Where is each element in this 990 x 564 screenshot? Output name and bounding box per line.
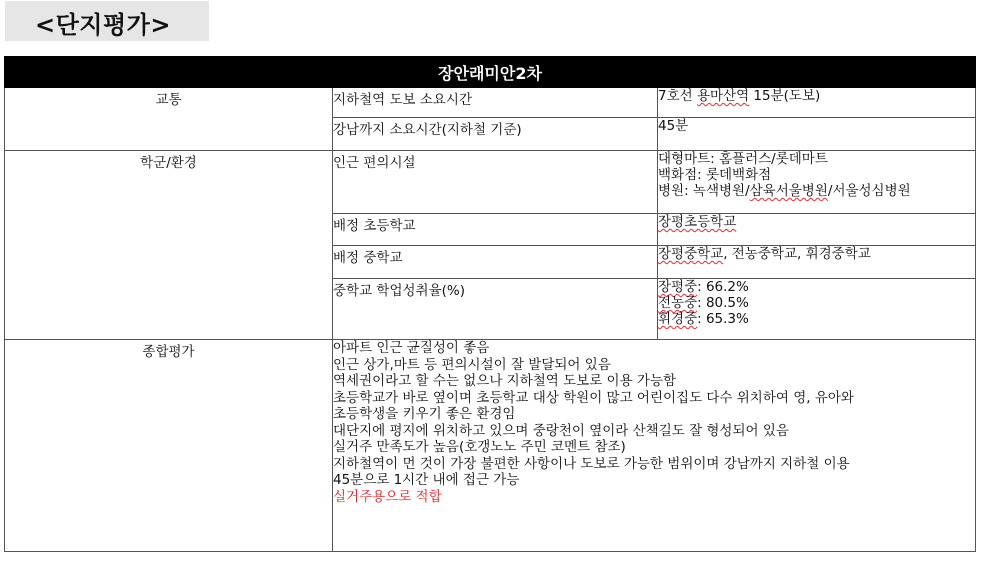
value-elementary [658,214,976,246]
evaluation-table [4,56,976,552]
summary-line: 지하철역이 먼 것이 가장 불편한 사항이나 도보로 가능한 범위이며 강남까지 지하철 이용 [333,455,850,472]
value-text: 병원: 녹색병원/ [658,183,750,199]
value-facilities [658,151,976,214]
criterion-gangnam-time: 강남까지 소요시간(지하철 기준) [333,118,658,151]
school-name: 장평초등학교 [658,214,737,230]
rate-value: : 80.5% [697,295,749,311]
summary-line: 실거주 만족도가 높음(호갱노노 주민 코멘트 참조) [333,439,626,455]
school-name: 휘경중 [658,311,698,327]
category-transport: 교통 [5,88,333,151]
value-subway-walk [658,88,976,118]
hospital-name: 삼육서울병원 [749,183,828,199]
table-row [5,340,976,552]
value-gangnam-time: 45분 [658,118,976,151]
category-education: 학군/환경 [5,151,333,340]
title-row [5,57,976,88]
summary-line: 인근 상가,마트 등 편의시설이 잘 발달되어 있음 [333,356,611,373]
school-name: 장평중학교 [658,246,724,262]
facility-line [658,151,975,167]
value-text: /서울성심병원 [827,183,911,199]
value-text: 15분(도보) [749,88,821,104]
rate-line [658,279,975,295]
summary-line: 아파트 인근 균질성이 좋음 [333,340,490,356]
summary-line: 45분으로 1시간 내에 접근 가능 [333,472,520,488]
criterion-achievement: 중학교 학업성취율(%) [333,279,658,340]
rate-value: : 66.2% [697,279,749,295]
facility-line [658,167,975,183]
rate-value: : 65.3% [697,311,749,327]
table-row [5,151,976,214]
criterion-facilities: 인근 편의시설 [333,151,658,214]
section-heading: <단지평가> [35,11,171,39]
value-text: 대형마트: 홈플러스/롯데마트 [658,151,828,167]
summary-line: 초등학생을 키우기 좋은 환경임 [333,406,516,422]
value-text: , 전농중학교, 휘경중학교 [723,246,871,262]
facility-line [658,183,975,199]
summary-conclusion: 실거주용으로 적합 [333,488,442,505]
criterion-subway-walk: 지하철역 도보 소요시간 [333,88,658,118]
rate-line [658,311,975,327]
value-text: 7호선 [658,88,697,104]
station-name: 용마산역 [696,88,750,104]
value-achievement [658,279,976,340]
summary-line: 역세권이라고 할 수는 없으나 지하철역 도보로 이용 가능함 [333,373,677,389]
summary-line: 초등학교가 바로 옆이며 초등학교 대상 학원이 많고 어린이집도 다수 위치하여 영, 유아와 [333,389,854,406]
school-name: 전농중 [658,295,698,311]
value-text: 백화점: 롯데백화점 [658,167,772,183]
category-summary: 종합평가 [5,340,333,552]
summary-text [333,340,976,552]
criterion-middle: 배정 중학교 [333,246,658,279]
criterion-elementary: 배정 초등학교 [333,214,658,246]
rate-line [658,295,975,311]
table-row [5,88,976,118]
complex-title: 장안래미안2차 [5,57,976,88]
school-name: 장평중 [658,279,698,295]
section-heading-box [5,1,209,41]
value-middle [658,246,976,279]
summary-line: 대단지에 평지에 위치하고 있으며 중랑천이 옆이라 산책길도 잘 형성되어 있음 [333,422,789,439]
